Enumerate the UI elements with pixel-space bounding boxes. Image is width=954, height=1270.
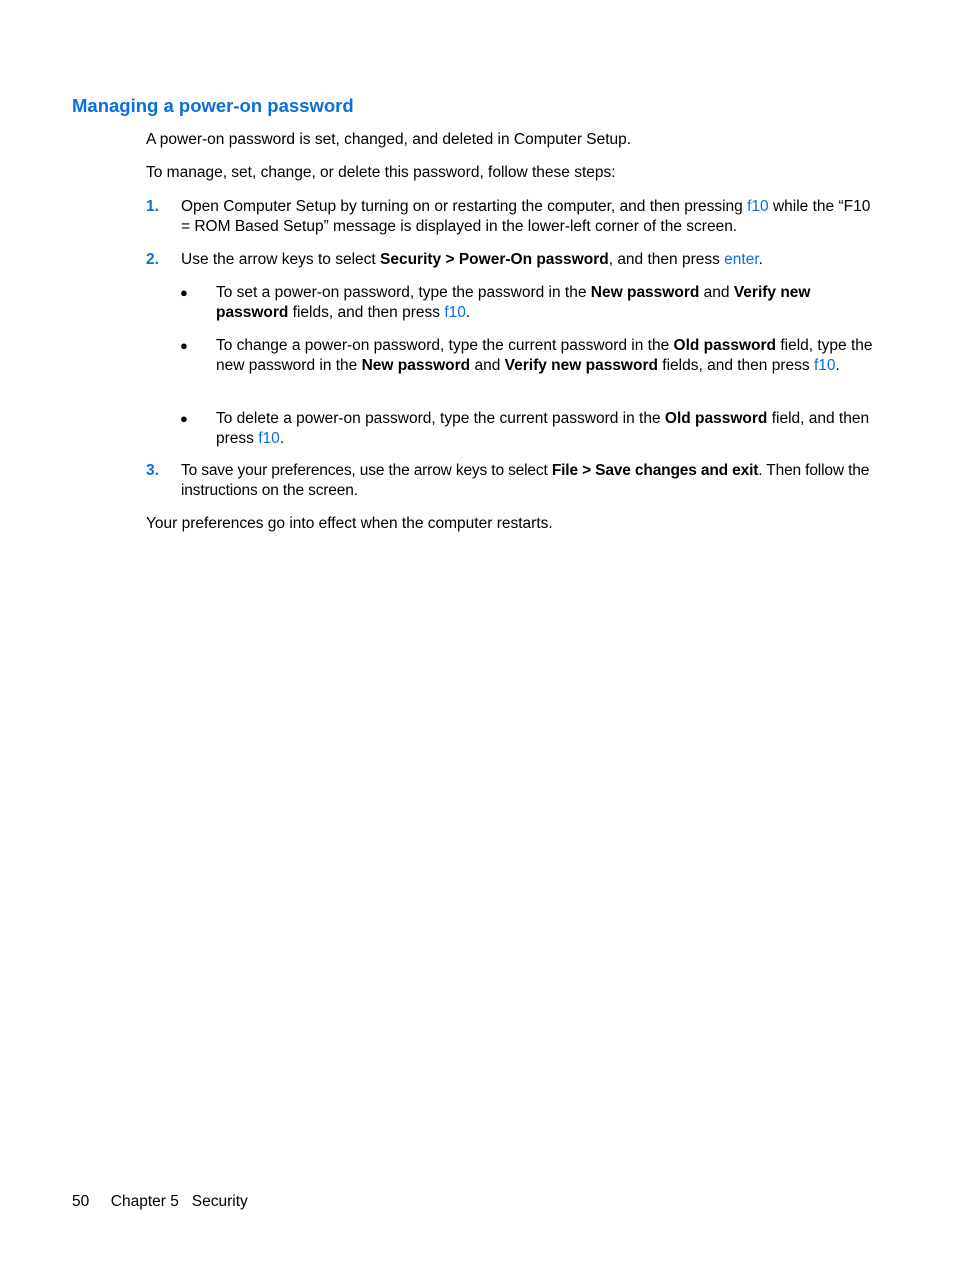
bullet-text-part: fields, and then press: [657, 356, 814, 374]
step-number: 2.: [146, 251, 159, 268]
step-text: [181, 461, 876, 500]
bullet-text-part: field, type the new password in the: [216, 337, 873, 374]
field-name: Verify new password: [216, 284, 811, 321]
menu-path: Security > Power-On password: [380, 251, 609, 268]
closing-paragraph: Your preferences go into effect when the computer restarts.: [146, 515, 553, 532]
intro-paragraph-2: To manage, set, change, or delete this password, follow these steps:: [146, 164, 616, 181]
step-text-part: To save your preferences, use the arrow keys to select: [181, 462, 552, 479]
step-text-part: Use the arrow keys to select: [181, 251, 380, 268]
step-text-part: while the “F10 = ROM Based Setup” message is displayed in the lower-left corner of the screen.: [181, 198, 871, 235]
bullet-text-part: field, and then press: [216, 410, 870, 447]
field-name: Verify new password: [504, 356, 658, 374]
key-name: f10: [258, 429, 280, 447]
step-text-part: . Then follow the instructions on the screen.: [181, 462, 870, 499]
field-name: Old password: [673, 337, 777, 354]
field-name: New password: [590, 284, 700, 301]
menu-path: File > Save changes and exit: [551, 462, 759, 479]
page-footer: [72, 1192, 248, 1212]
bullet-text-part: and: [470, 356, 505, 374]
bullet-text-part: To change a power-on password, type the current password in the: [216, 337, 674, 354]
intro-paragraph-1: A power-on password is set, changed, and deleted in Computer Setup.: [146, 131, 632, 148]
bullet-text: [216, 283, 874, 322]
bullet-text-part: .: [835, 356, 840, 374]
bullet-text-part: .: [465, 303, 471, 321]
step-text-part: , and then press: [608, 251, 725, 268]
step-number: 3.: [146, 462, 159, 479]
step-number: 1.: [146, 198, 159, 215]
bullet-text-part: To set a power-on password, type the password in the: [216, 284, 591, 301]
bullet-text: [216, 336, 874, 375]
step-text: [181, 197, 876, 236]
key-name: f10: [813, 356, 836, 374]
key-name: f10: [444, 303, 466, 321]
bullet-text-part: and: [699, 284, 734, 301]
bullet-text: [216, 409, 874, 448]
field-name: Old password: [664, 410, 768, 427]
key-name: enter: [724, 251, 759, 268]
key-name: f10: [747, 198, 769, 215]
bullet-text-part: .: [279, 429, 285, 447]
page-number: 50: [72, 1193, 90, 1210]
footer-section: Security: [191, 1193, 248, 1210]
bullet-icon: ●: [180, 338, 188, 353]
bullet-icon: ●: [180, 411, 188, 426]
field-name: New password: [361, 356, 471, 374]
bullet-icon: ●: [180, 285, 188, 300]
step-text-part: .: [758, 251, 763, 268]
bullet-text-part: To delete a power-on password, type the current password in the: [216, 410, 665, 427]
footer-chapter: Chapter 5: [110, 1193, 179, 1210]
step-text: [181, 250, 876, 270]
bullet-text-part: fields, and then press: [288, 303, 445, 321]
section-heading: Managing a power-on password: [72, 95, 354, 116]
step-text-part: Open Computer Setup by turning on or restarting the computer, and then pressing: [181, 198, 748, 215]
